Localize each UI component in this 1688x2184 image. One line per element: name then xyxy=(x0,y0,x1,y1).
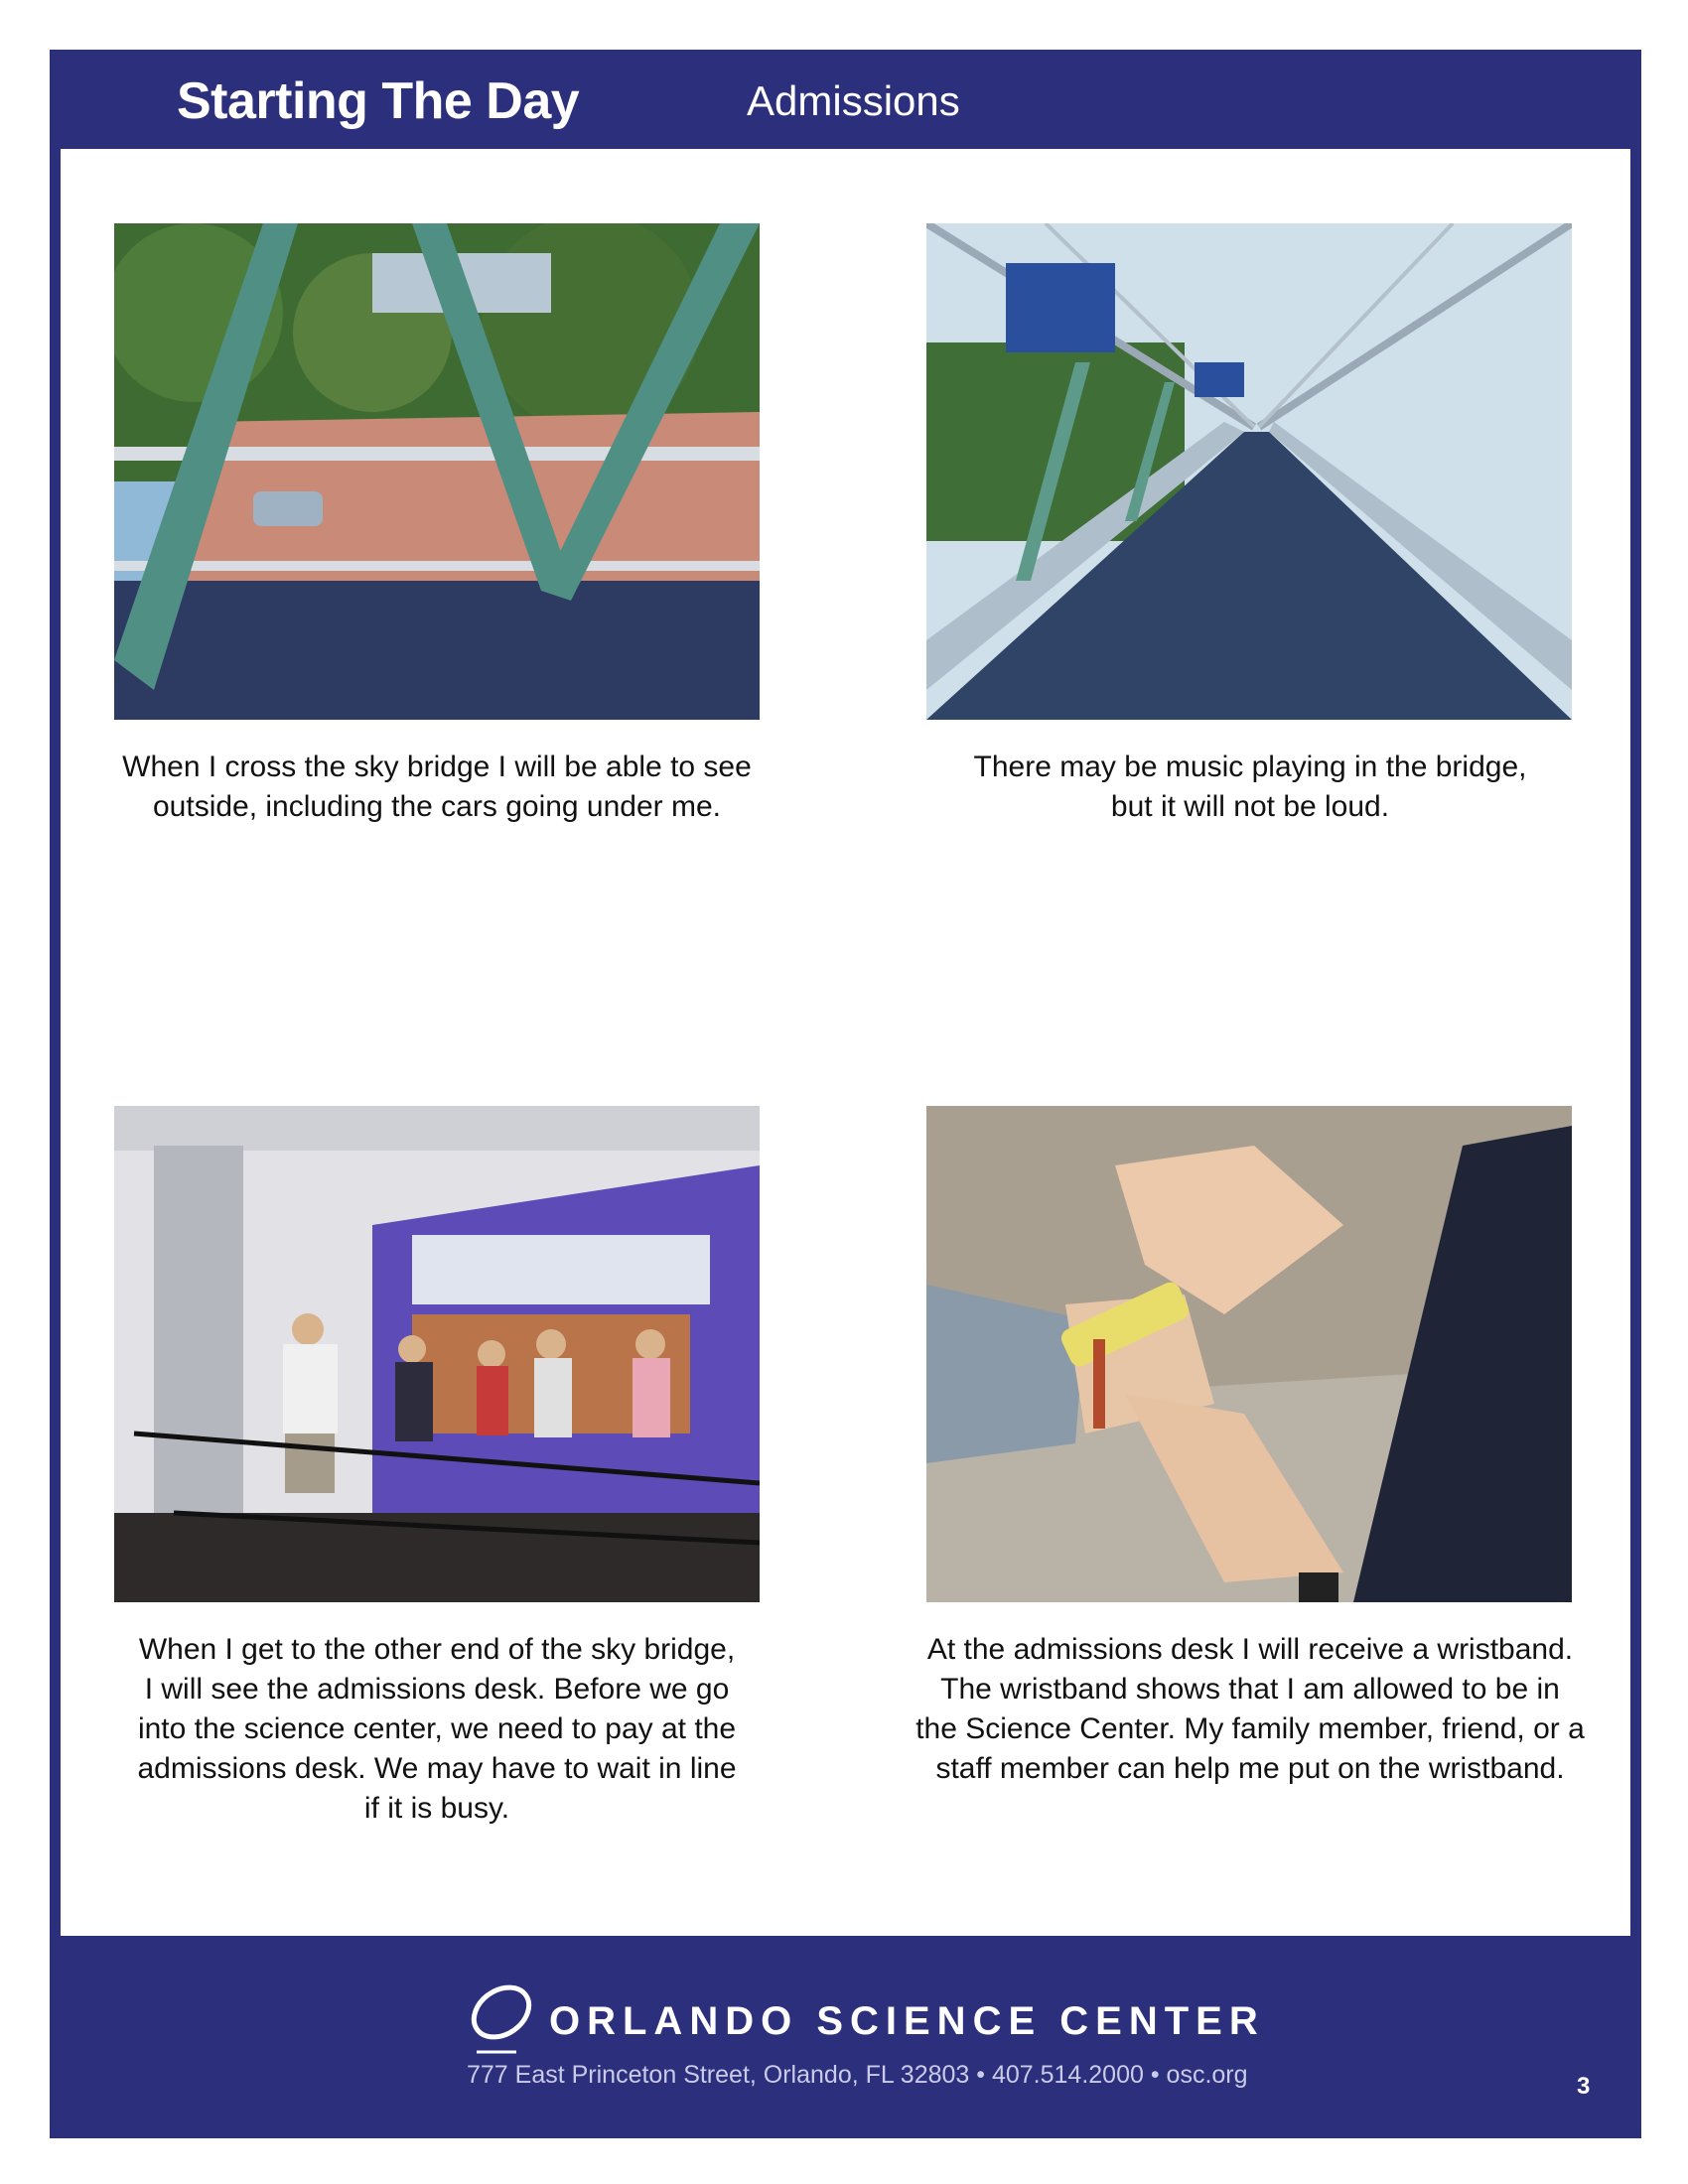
caption-line: When I cross the sky bridge I will be able to see xyxy=(122,751,752,783)
admissions-desk-photo xyxy=(114,1106,760,1602)
sky-bridge-walkway-photo xyxy=(926,223,1572,720)
page-title: Starting The Day xyxy=(177,72,580,130)
caption-line: At the admissions desk I will receive a wristband. xyxy=(926,1633,1574,1666)
caption-line: There may be music playing in the bridge, xyxy=(973,751,1527,783)
caption-line: The wristband shows that I am allowed to be in xyxy=(940,1673,1560,1706)
caption-line: I will see the admissions desk. Before we go xyxy=(144,1673,730,1706)
sky-bridge-window-photo xyxy=(114,223,760,720)
organization-name: ORLANDO SCIENCE CENTER xyxy=(549,1999,1265,2043)
page-number: 3 xyxy=(1577,2073,1591,2100)
caption-line: admissions desk. We may have to wait in line xyxy=(137,1752,737,1785)
caption-line: the Science Center. My family member, friend, or a xyxy=(915,1712,1585,1745)
wristband-photo xyxy=(926,1106,1572,1602)
caption-line: but it will not be loud. xyxy=(1110,790,1390,823)
orbit-logo-icon xyxy=(457,1971,546,2060)
caption-4 xyxy=(913,1630,1588,1789)
organization-address: 777 East Princeton Street, Orlando, FL 32803 • 407.514.2000 • osc.org xyxy=(467,2061,1248,2089)
caption-line: into the science center, we need to pay at the xyxy=(137,1712,737,1745)
caption-line: When I get to the other end of the sky bridge, xyxy=(138,1633,736,1666)
caption-line: staff member can help me put on the wristband. xyxy=(935,1752,1565,1785)
caption-line: if it is busy. xyxy=(363,1792,510,1825)
section-title: Admissions xyxy=(747,77,960,124)
caption-2 xyxy=(913,748,1588,827)
caption-line: outside, including the cars going under me. xyxy=(152,790,722,823)
caption-1 xyxy=(99,748,774,827)
caption-3 xyxy=(99,1630,774,1829)
